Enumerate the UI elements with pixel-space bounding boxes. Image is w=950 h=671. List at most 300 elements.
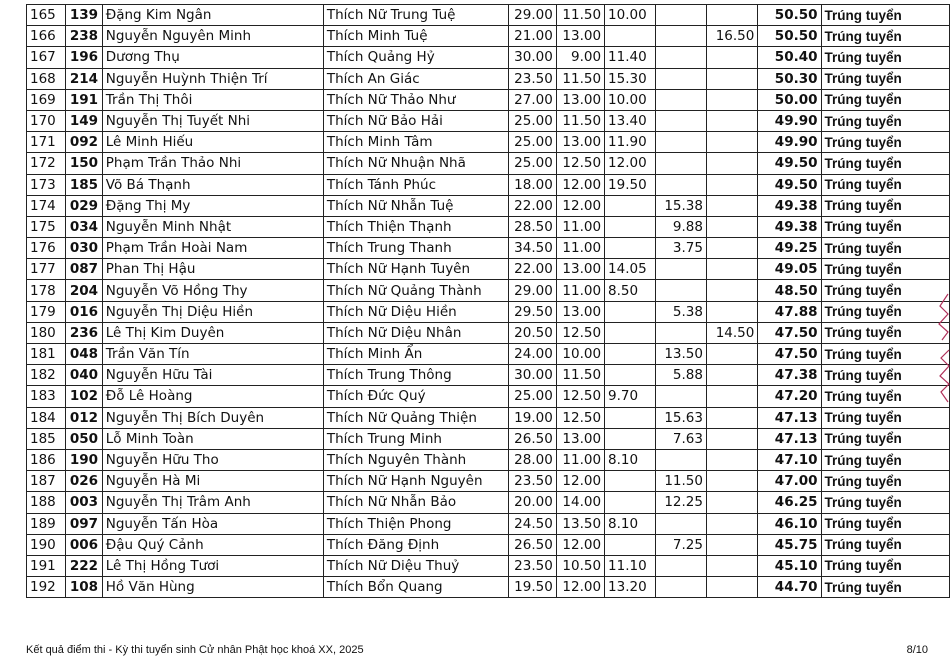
score-4 xyxy=(656,89,707,110)
score-5 xyxy=(706,407,757,428)
score-4 xyxy=(656,259,707,280)
table-row xyxy=(27,153,950,174)
dharma-name: Thích Nữ Diệu Hiền xyxy=(323,301,508,322)
result-status: Trúng tuyển xyxy=(821,47,950,68)
score-3: 10.00 xyxy=(605,89,656,110)
dharma-name: Thích Nữ Bảo Hải xyxy=(323,110,508,131)
score-4 xyxy=(656,153,707,174)
score-2: 11.50 xyxy=(556,365,604,386)
candidate-name: Lê Thị Hồng Tươi xyxy=(102,555,323,576)
result-status: Trúng tuyển xyxy=(821,386,950,407)
score-4 xyxy=(656,280,707,301)
candidate-number: 034 xyxy=(66,216,103,237)
candidate-number: 108 xyxy=(66,577,103,598)
score-2: 11.50 xyxy=(556,68,604,89)
dharma-name: Thích Minh Ẩn xyxy=(323,344,508,365)
table-row xyxy=(27,259,950,280)
row-index: 190 xyxy=(27,534,66,555)
score-3 xyxy=(605,492,656,513)
candidate-number: 040 xyxy=(66,365,103,386)
dharma-name: Thích Trung Minh xyxy=(323,428,508,449)
candidate-name: Phạm Trần Thảo Nhi xyxy=(102,153,323,174)
candidate-number: 149 xyxy=(66,110,103,131)
candidate-name: Nguyễn Tấn Hòa xyxy=(102,513,323,534)
score-3: 15.30 xyxy=(605,68,656,89)
score-4: 12.25 xyxy=(656,492,707,513)
candidate-name: Đậu Quý Cảnh xyxy=(102,534,323,555)
score-2: 13.00 xyxy=(556,89,604,110)
row-index: 176 xyxy=(27,238,66,259)
candidate-name: Nguyễn Hà Mi xyxy=(102,471,323,492)
dharma-name: Thích Nữ Hạnh Nguyên xyxy=(323,471,508,492)
score-2: 12.50 xyxy=(556,407,604,428)
total-score: 47.88 xyxy=(758,301,821,322)
result-status: Trúng tuyển xyxy=(821,344,950,365)
table-row xyxy=(27,301,950,322)
candidate-name: Đặng Thị My xyxy=(102,195,323,216)
score-4: 13.50 xyxy=(656,344,707,365)
score-1: 22.00 xyxy=(508,259,556,280)
score-2: 12.00 xyxy=(556,471,604,492)
result-status: Trúng tuyển xyxy=(821,153,950,174)
score-5 xyxy=(706,449,757,470)
row-index: 168 xyxy=(27,68,66,89)
candidate-name: Lê Minh Hiếu xyxy=(102,132,323,153)
score-3: 12.00 xyxy=(605,153,656,174)
candidate-number: 097 xyxy=(66,513,103,534)
row-index: 192 xyxy=(27,577,66,598)
table-row xyxy=(27,344,950,365)
table-row xyxy=(27,110,950,131)
score-3 xyxy=(605,344,656,365)
dharma-name: Thích Đức Quý xyxy=(323,386,508,407)
table-row xyxy=(27,555,950,576)
table-row xyxy=(27,174,950,195)
score-2: 9.00 xyxy=(556,47,604,68)
score-5 xyxy=(706,280,757,301)
score-1: 24.00 xyxy=(508,344,556,365)
score-4: 5.88 xyxy=(656,365,707,386)
score-1: 19.50 xyxy=(508,577,556,598)
table-row xyxy=(27,195,950,216)
row-index: 173 xyxy=(27,174,66,195)
dharma-name: Thích An Giác xyxy=(323,68,508,89)
result-status: Trúng tuyển xyxy=(821,216,950,237)
score-2: 10.00 xyxy=(556,344,604,365)
score-5 xyxy=(706,555,757,576)
result-status: Trúng tuyển xyxy=(821,259,950,280)
score-2: 12.50 xyxy=(556,153,604,174)
score-1: 29.00 xyxy=(508,5,556,26)
score-2: 12.00 xyxy=(556,577,604,598)
score-5 xyxy=(706,153,757,174)
score-5 xyxy=(706,301,757,322)
row-index: 178 xyxy=(27,280,66,301)
total-score: 50.40 xyxy=(758,47,821,68)
total-score: 47.38 xyxy=(758,365,821,386)
score-1: 25.00 xyxy=(508,153,556,174)
candidate-name: Dương Thụ xyxy=(102,47,323,68)
result-status: Trúng tuyển xyxy=(821,492,950,513)
score-2: 12.00 xyxy=(556,174,604,195)
candidate-name: Đặng Kim Ngân xyxy=(102,5,323,26)
score-1: 27.00 xyxy=(508,89,556,110)
score-5 xyxy=(706,5,757,26)
score-1: 23.50 xyxy=(508,68,556,89)
candidate-name: Nguyễn Võ Hồng Thy xyxy=(102,280,323,301)
candidate-number: 190 xyxy=(66,449,103,470)
dharma-name: Thích Trung Thanh xyxy=(323,238,508,259)
score-5 xyxy=(706,492,757,513)
row-index: 172 xyxy=(27,153,66,174)
score-3 xyxy=(605,365,656,386)
score-4 xyxy=(656,555,707,576)
candidate-number: 048 xyxy=(66,344,103,365)
candidate-number: 087 xyxy=(66,259,103,280)
candidate-number: 222 xyxy=(66,555,103,576)
total-score: 49.38 xyxy=(758,195,821,216)
result-status: Trúng tuyển xyxy=(821,407,950,428)
row-index: 171 xyxy=(27,132,66,153)
edge-stamp-mark-lower xyxy=(936,346,950,404)
score-4 xyxy=(656,47,707,68)
candidate-name: Nguyễn Thị Trâm Anh xyxy=(102,492,323,513)
score-4 xyxy=(656,26,707,47)
score-2: 13.00 xyxy=(556,259,604,280)
score-3 xyxy=(605,471,656,492)
candidate-name: Phạm Trần Hoài Nam xyxy=(102,238,323,259)
candidate-name: Lỗ Minh Toàn xyxy=(102,428,323,449)
results-table xyxy=(26,4,950,598)
dharma-name: Thích Nữ Hạnh Tuyên xyxy=(323,259,508,280)
score-3: 10.00 xyxy=(605,5,656,26)
candidate-name: Trần Văn Tín xyxy=(102,344,323,365)
score-4: 7.25 xyxy=(656,534,707,555)
row-index: 169 xyxy=(27,89,66,110)
table-row xyxy=(27,407,950,428)
score-1: 23.50 xyxy=(508,471,556,492)
row-index: 191 xyxy=(27,555,66,576)
table-row xyxy=(27,26,950,47)
score-2: 13.50 xyxy=(556,513,604,534)
table-row xyxy=(27,89,950,110)
table-row xyxy=(27,322,950,343)
dharma-name: Thích Nữ Nhẫn Tuệ xyxy=(323,195,508,216)
candidate-name: Nguyễn Nguyên Minh xyxy=(102,26,323,47)
row-index: 177 xyxy=(27,259,66,280)
result-status: Trúng tuyển xyxy=(821,301,950,322)
table-row xyxy=(27,280,950,301)
results-table-body xyxy=(27,5,950,598)
dharma-name: Thích Nữ Thảo Như xyxy=(323,89,508,110)
score-2: 12.00 xyxy=(556,534,604,555)
dharma-name: Thích Minh Tuệ xyxy=(323,26,508,47)
score-2: 11.00 xyxy=(556,216,604,237)
score-1: 21.00 xyxy=(508,26,556,47)
score-5 xyxy=(706,89,757,110)
score-3: 11.90 xyxy=(605,132,656,153)
result-status: Trúng tuyển xyxy=(821,280,950,301)
score-3: 8.10 xyxy=(605,449,656,470)
dharma-name: Thích Trung Thông xyxy=(323,365,508,386)
result-status: Trúng tuyển xyxy=(821,89,950,110)
total-score: 45.75 xyxy=(758,534,821,555)
score-3: 8.10 xyxy=(605,513,656,534)
score-3 xyxy=(605,322,656,343)
row-index: 179 xyxy=(27,301,66,322)
score-4 xyxy=(656,5,707,26)
dharma-name: Thích Nguyên Thành xyxy=(323,449,508,470)
candidate-name: Nguyễn Huỳnh Thiện Trí xyxy=(102,68,323,89)
dharma-name: Thích Tánh Phúc xyxy=(323,174,508,195)
score-2: 11.00 xyxy=(556,238,604,259)
dharma-name: Thích Nữ Nhẫn Bảo xyxy=(323,492,508,513)
candidate-number: 026 xyxy=(66,471,103,492)
row-index: 181 xyxy=(27,344,66,365)
score-4 xyxy=(656,577,707,598)
score-1: 19.00 xyxy=(508,407,556,428)
score-3: 13.40 xyxy=(605,110,656,131)
score-4: 5.38 xyxy=(656,301,707,322)
candidate-name: Võ Bá Thạnh xyxy=(102,174,323,195)
score-5 xyxy=(706,195,757,216)
total-score: 47.13 xyxy=(758,428,821,449)
score-5 xyxy=(706,344,757,365)
result-status: Trúng tuyển xyxy=(821,26,950,47)
score-1: 23.50 xyxy=(508,555,556,576)
score-5: 16.50 xyxy=(706,26,757,47)
candidate-name: Lê Thị Kim Duyên xyxy=(102,322,323,343)
candidate-number: 236 xyxy=(66,322,103,343)
score-1: 24.50 xyxy=(508,513,556,534)
row-index: 167 xyxy=(27,47,66,68)
row-index: 180 xyxy=(27,322,66,343)
score-5 xyxy=(706,259,757,280)
candidate-name: Phan Thị Hậu xyxy=(102,259,323,280)
score-3 xyxy=(605,407,656,428)
total-score: 47.50 xyxy=(758,322,821,343)
total-score: 47.20 xyxy=(758,386,821,407)
score-3: 11.10 xyxy=(605,555,656,576)
edge-stamp-mark-upper xyxy=(936,292,950,342)
result-status: Trúng tuyển xyxy=(821,68,950,89)
candidate-number: 050 xyxy=(66,428,103,449)
candidate-name: Nguyễn Thị Bích Duyên xyxy=(102,407,323,428)
row-index: 165 xyxy=(27,5,66,26)
table-row xyxy=(27,428,950,449)
candidate-number: 185 xyxy=(66,174,103,195)
score-2: 11.00 xyxy=(556,280,604,301)
table-row xyxy=(27,449,950,470)
score-5 xyxy=(706,471,757,492)
table-row xyxy=(27,132,950,153)
candidate-number: 196 xyxy=(66,47,103,68)
total-score: 44.70 xyxy=(758,577,821,598)
table-row xyxy=(27,471,950,492)
total-score: 47.50 xyxy=(758,344,821,365)
total-score: 47.00 xyxy=(758,471,821,492)
candidate-name: Trần Thị Thôi xyxy=(102,89,323,110)
score-3: 19.50 xyxy=(605,174,656,195)
score-4 xyxy=(656,110,707,131)
score-5 xyxy=(706,174,757,195)
score-2: 12.50 xyxy=(556,322,604,343)
score-3 xyxy=(605,428,656,449)
total-score: 50.00 xyxy=(758,89,821,110)
score-2: 14.00 xyxy=(556,492,604,513)
row-index: 186 xyxy=(27,449,66,470)
dharma-name: Thích Nữ Diệu Nhân xyxy=(323,322,508,343)
total-score: 50.30 xyxy=(758,68,821,89)
score-3 xyxy=(605,216,656,237)
result-status: Trúng tuyển xyxy=(821,5,950,26)
candidate-name: Nguyễn Thị Diệu Hiền xyxy=(102,301,323,322)
candidate-number: 238 xyxy=(66,26,103,47)
dharma-name: Thích Nữ Quảng Thiện xyxy=(323,407,508,428)
candidate-number: 006 xyxy=(66,534,103,555)
total-score: 46.25 xyxy=(758,492,821,513)
result-status: Trúng tuyển xyxy=(821,428,950,449)
dharma-name: Thích Thiện Thạnh xyxy=(323,216,508,237)
score-1: 18.00 xyxy=(508,174,556,195)
score-2: 13.00 xyxy=(556,428,604,449)
score-1: 22.00 xyxy=(508,195,556,216)
score-3: 13.20 xyxy=(605,577,656,598)
table-row xyxy=(27,386,950,407)
candidate-name: Nguyễn Thị Tuyết Nhi xyxy=(102,110,323,131)
candidate-number: 102 xyxy=(66,386,103,407)
score-4: 15.63 xyxy=(656,407,707,428)
footer-caption: Kết quả điểm thi - Kỳ thi tuyển sinh Cử nhân Phật học khoá XX, 2025 xyxy=(26,644,364,656)
total-score: 49.38 xyxy=(758,216,821,237)
score-5 xyxy=(706,577,757,598)
table-row xyxy=(27,238,950,259)
score-5 xyxy=(706,365,757,386)
score-5 xyxy=(706,513,757,534)
candidate-name: Nguyễn Hữu Tài xyxy=(102,365,323,386)
score-5 xyxy=(706,386,757,407)
result-status: Trúng tuyển xyxy=(821,513,950,534)
total-score: 50.50 xyxy=(758,26,821,47)
candidate-number: 092 xyxy=(66,132,103,153)
table-row xyxy=(27,5,950,26)
result-status: Trúng tuyển xyxy=(821,534,950,555)
score-1: 28.50 xyxy=(508,216,556,237)
score-2: 12.00 xyxy=(556,195,604,216)
row-index: 184 xyxy=(27,407,66,428)
score-1: 30.00 xyxy=(508,47,556,68)
score-3 xyxy=(605,301,656,322)
table-row xyxy=(27,47,950,68)
score-5 xyxy=(706,534,757,555)
score-1: 25.00 xyxy=(508,110,556,131)
candidate-name: Đỗ Lê Hoàng xyxy=(102,386,323,407)
row-index: 188 xyxy=(27,492,66,513)
candidate-number: 214 xyxy=(66,68,103,89)
table-row xyxy=(27,577,950,598)
score-1: 25.00 xyxy=(508,386,556,407)
score-4: 3.75 xyxy=(656,238,707,259)
score-4 xyxy=(656,386,707,407)
score-5 xyxy=(706,132,757,153)
score-1: 20.00 xyxy=(508,492,556,513)
candidate-name: Nguyễn Hữu Tho xyxy=(102,449,323,470)
score-2: 12.50 xyxy=(556,386,604,407)
result-status: Trúng tuyển xyxy=(821,110,950,131)
result-status: Trúng tuyển xyxy=(821,238,950,259)
score-2: 11.50 xyxy=(556,5,604,26)
score-4 xyxy=(656,449,707,470)
score-1: 28.00 xyxy=(508,449,556,470)
score-2: 13.00 xyxy=(556,26,604,47)
score-5: 14.50 xyxy=(706,322,757,343)
total-score: 49.90 xyxy=(758,132,821,153)
result-status: Trúng tuyển xyxy=(821,132,950,153)
score-1: 26.50 xyxy=(508,534,556,555)
result-status: Trúng tuyển xyxy=(821,195,950,216)
total-score: 47.10 xyxy=(758,449,821,470)
candidate-number: 012 xyxy=(66,407,103,428)
score-5 xyxy=(706,110,757,131)
total-score: 49.90 xyxy=(758,110,821,131)
candidate-number: 204 xyxy=(66,280,103,301)
score-4 xyxy=(656,132,707,153)
candidate-number: 139 xyxy=(66,5,103,26)
score-4 xyxy=(656,322,707,343)
dharma-name: Thích Minh Tâm xyxy=(323,132,508,153)
score-2: 11.00 xyxy=(556,449,604,470)
score-4: 11.50 xyxy=(656,471,707,492)
table-row xyxy=(27,365,950,386)
score-1: 30.00 xyxy=(508,365,556,386)
result-status: Trúng tuyển xyxy=(821,449,950,470)
row-index: 182 xyxy=(27,365,66,386)
result-status: Trúng tuyển xyxy=(821,577,950,598)
score-4: 9.88 xyxy=(656,216,707,237)
dharma-name: Thích Bổn Quang xyxy=(323,577,508,598)
candidate-number: 150 xyxy=(66,153,103,174)
score-3 xyxy=(605,195,656,216)
score-2: 11.50 xyxy=(556,110,604,131)
score-4 xyxy=(656,68,707,89)
score-5 xyxy=(706,238,757,259)
score-3: 11.40 xyxy=(605,47,656,68)
score-5 xyxy=(706,47,757,68)
row-index: 166 xyxy=(27,26,66,47)
page-number: 8/10 xyxy=(906,644,928,656)
total-score: 49.50 xyxy=(758,174,821,195)
candidate-name: Hồ Văn Hùng xyxy=(102,577,323,598)
score-1: 29.50 xyxy=(508,301,556,322)
candidate-number: 016 xyxy=(66,301,103,322)
table-row xyxy=(27,216,950,237)
candidate-number: 191 xyxy=(66,89,103,110)
result-status: Trúng tuyển xyxy=(821,471,950,492)
table-row xyxy=(27,534,950,555)
row-index: 174 xyxy=(27,195,66,216)
score-4 xyxy=(656,174,707,195)
result-status: Trúng tuyển xyxy=(821,322,950,343)
dharma-name: Thích Nữ Nhuận Nhã xyxy=(323,153,508,174)
score-1: 29.00 xyxy=(508,280,556,301)
score-3: 14.05 xyxy=(605,259,656,280)
row-index: 175 xyxy=(27,216,66,237)
total-score: 49.05 xyxy=(758,259,821,280)
candidate-number: 029 xyxy=(66,195,103,216)
score-2: 10.50 xyxy=(556,555,604,576)
total-score: 48.50 xyxy=(758,280,821,301)
candidate-name: Nguyễn Minh Nhật xyxy=(102,216,323,237)
